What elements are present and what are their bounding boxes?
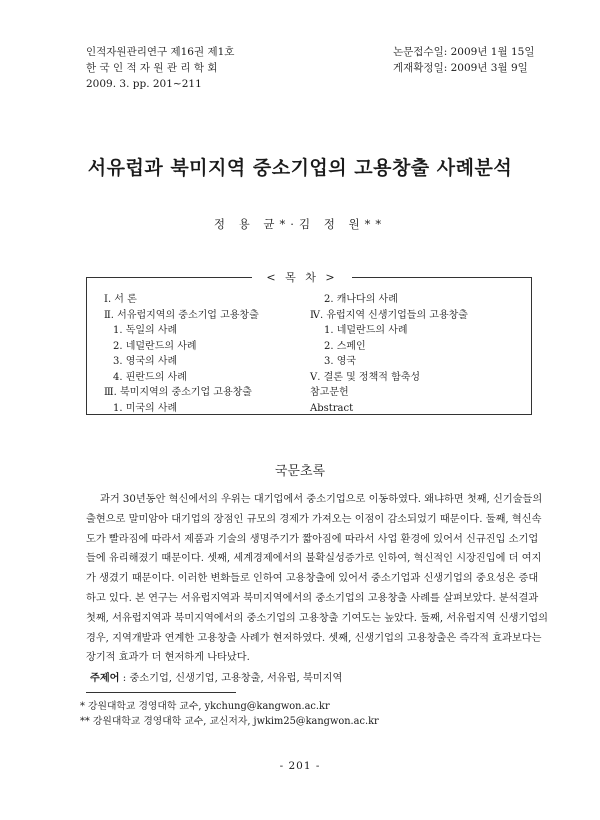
keywords-text: : 중소기업, 신생기업, 고용창출, 서유럽, 북미지역: [119, 673, 343, 684]
submission-dates: [393, 44, 534, 76]
toc-item: 3. 영국: [324, 356, 357, 367]
toc-right-column: [310, 292, 468, 416]
toc-item: 4. 핀란드의 사례: [113, 371, 187, 383]
footnote-author-2: ** 강원대학교 경영대학 교수, 교신저자, jwkim25@kangwon.ac.kr: [80, 716, 379, 727]
abstract-line: 들에 유리해졌기 때문이다. 셋째, 세계경제에서의 불확실성증가로 인하여, 혁신적인 시장진입에 더 여지: [86, 553, 542, 565]
toc-item: 1. 미국의 사례: [113, 402, 178, 414]
abstract-line: 첫째, 서유럽지역과 북미지역에서의 중소기업의 고용창출 기여도는 높았다. 둘째, 서유럽지역 신생기업의: [86, 612, 549, 624]
toc-item: Abstract: [310, 402, 354, 414]
abstract-heading: 국문초록: [274, 464, 326, 479]
received-date: 논문접수일: 2009년 1월 15일: [393, 46, 535, 58]
abstract-line: 경우, 지역개발과 연계한 고용창출 사례가 현저하였다. 셋째, 신생기업의 고용창출은 즉각적 효과보다는: [86, 632, 542, 644]
toc-item: Ⅰ. 서 론: [104, 294, 137, 305]
toc-item: 2. 스페인: [324, 340, 366, 352]
toc-item: Ⅳ. 유럽지역 신생기업들의 고용창출: [310, 309, 468, 321]
toc-item: 2. 캐나다의 사례: [324, 294, 398, 305]
accepted-date: 게재확정일: 2009년 3월 9일: [393, 62, 528, 74]
toc-heading: < 목 차 >: [252, 269, 352, 285]
abstract-line: 가 생겼기 때문이다. 이러한 변화들로 인하여 고용창출에 있어서 중소기업과 신생기업의 중요성은 증대: [86, 573, 539, 585]
footnote-author-1: * 강원대학교 경영대학 교수, ykchung@kangwon.ac.kr: [80, 701, 330, 712]
toc-item: 1. 독일의 사례: [113, 325, 178, 336]
abstract-line: 하고 있다. 본 연구는 서유럽지역과 북미지역에서의 중소기업의 고용창출 사례를 살펴보았다. 분석결과: [86, 592, 539, 604]
toc-item: Ⅴ. 결론 및 정책적 함축성: [310, 371, 421, 383]
page-number: - 201 -: [279, 760, 321, 772]
toc-item: 3. 영국의 사례: [113, 356, 178, 367]
journal-header: [86, 44, 234, 92]
abstract-line: 과거 30년동안 혁신에서의 우위는 대기업에서 중소기업으로 이동하였다. 왜냐하면 첫째, 신기술들의: [100, 494, 543, 505]
abstract-line: 장기적 효과가 더 현저하게 나타났다.: [86, 652, 250, 664]
keywords-label: 주제어: [90, 672, 120, 684]
toc-left-column: [104, 292, 259, 416]
toc-item: 2. 네덜란드의 사례: [113, 340, 197, 352]
toc-item: 1. 네덜란드의 사례: [324, 325, 408, 336]
author-line: 정 용 균*·김 정 원**: [213, 217, 387, 231]
toc-item: Ⅲ. 북미지역의 중소기업 고용창출: [104, 387, 252, 398]
issue-pages: 2009. 3. pp. 201∼211: [86, 78, 202, 90]
society-name: 한 국 인 적 자 원 관 리 학 회: [86, 62, 218, 74]
journal-name: 인적자원관리연구 제16권 제1호: [86, 46, 235, 58]
keywords-line: [90, 669, 342, 684]
paper-title: 서유럽과 북미지역 중소기업의 고용창출 사례분석: [87, 157, 513, 179]
abstract-line: 출현으로 말미암아 대기업의 장점인 규모의 경제가 가져오는 이점이 감소되었기 때문이다. 둘째, 혁신속: [86, 513, 542, 525]
abstract-line: 도가 빨라짐에 따라서 제품과 기술의 생명주기가 짧아짐에 따라서 사업 환경에 있어서 신규진입 소기업: [86, 533, 539, 545]
abstract-body: [86, 490, 549, 668]
toc-item: 참고문헌: [310, 387, 349, 398]
toc-item: Ⅱ. 서유럽지역의 중소기업 고용창출: [104, 309, 259, 321]
footnote-divider: [86, 692, 236, 693]
footnotes: [80, 699, 379, 729]
